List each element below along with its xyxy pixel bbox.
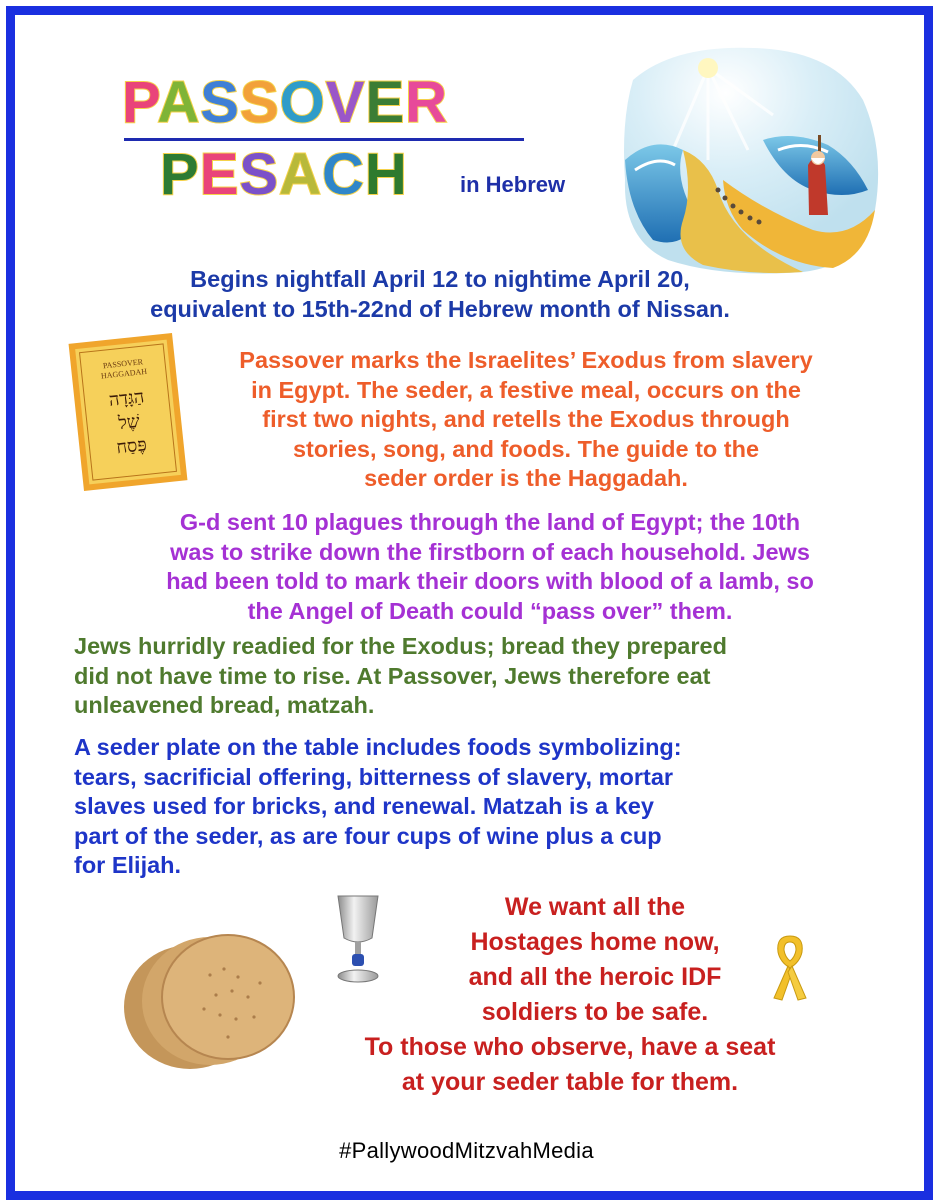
seat-line: at your seder table for them.: [401, 1068, 739, 1096]
dates-text: [90, 265, 790, 324]
matzah-line: Jews hurridly readied for the Exodus; bread they prepared: [74, 633, 727, 659]
plagues-line: had been told to mark their doors with blood of a lamb, so: [166, 568, 814, 594]
seder_plate-line: slaves used for bricks, and renewal. Matzah is a key: [74, 793, 654, 819]
title-letter: S: [239, 142, 280, 207]
exodus-line: Passover marks the Israelites’ Exodus from slavery: [239, 347, 813, 373]
seder_plate-line: tears, sacrificial offering, bitterness of slavery, mortar: [74, 763, 674, 790]
yellow-ribbon-icon: [768, 932, 812, 1004]
seder-plate-paragraph: [74, 733, 894, 881]
hostages-line: and all the heroic IDF: [468, 963, 722, 991]
title-passover: [122, 70, 449, 135]
title-letter: E: [365, 70, 406, 135]
title-letter: P: [122, 70, 158, 135]
matzah-line: unleavened bread, matzah.: [74, 692, 375, 718]
matzah-icon: [120, 925, 300, 1075]
title-letter: C: [321, 142, 365, 207]
exodus-line: stories, song, and foods. The guide to the: [292, 435, 760, 462]
exodus-paragraph: [176, 346, 876, 494]
svg-text:פֶּסַח: פֶּסַח: [115, 434, 148, 459]
svg-text:HAGGADAH: HAGGADAH: [100, 366, 148, 381]
title-letter: S: [200, 70, 240, 135]
seat-paragraph: [300, 1030, 840, 1100]
title-letter: A: [157, 70, 201, 135]
title-letter: S: [239, 70, 280, 135]
haggadah-cover-title: PASSOVER: [102, 357, 144, 371]
hostages-line: soldiers to be safe.: [481, 998, 709, 1026]
plagues-line: G-d sent 10 plagues through the land of Egypt; the 10th: [179, 509, 801, 535]
title-letter: A: [279, 142, 322, 207]
dates-line: Begins nightfall April 12 to nightime April 20,: [190, 266, 690, 292]
plagues-line: was to strike down the firstborn of each household. Jews: [170, 538, 810, 565]
seat-line: To those who observe, have a seat: [364, 1033, 776, 1061]
title-letter: R: [405, 70, 449, 135]
title-letter: O: [279, 70, 326, 135]
kiddush-cup-icon: [330, 892, 386, 988]
hostages-paragraph: [380, 890, 810, 1030]
hostages-line: Hostages home now,: [470, 928, 720, 956]
seder_plate-line: part of the seder, as are four cups of wine plus a cup: [74, 822, 662, 849]
seder_plate-line: A seder plate on the table includes foods symbolizing:: [74, 734, 682, 760]
dates-line: equivalent to 15th-22nd of Hebrew month of Nissan.: [150, 295, 730, 322]
haggadah-book-icon: [66, 332, 190, 492]
title-letter: E: [199, 142, 240, 207]
exodus-line: in Egypt. The seder, a festive meal, occurs on the: [251, 376, 801, 403]
hostages-line: We want all the: [504, 893, 686, 921]
exodus-line: seder order is the Haggadah.: [364, 465, 688, 491]
title-letter: V: [325, 70, 366, 135]
plagues-paragraph: [80, 508, 900, 626]
in-hebrew-label: in Hebrew: [460, 172, 566, 197]
svg-text:שֶׁל: שֶׁל: [117, 410, 141, 434]
sea-parting-illustration-icon: [613, 40, 885, 280]
hashtag-text: #PallywoodMitzvahMedia: [339, 1138, 594, 1163]
seder_plate-line: for Elijah.: [74, 852, 182, 878]
plagues-line: the Angel of Death could “pass over” them.: [247, 597, 733, 624]
title-letter: P: [160, 142, 200, 207]
title-letter: H: [364, 142, 408, 207]
exodus-line: first two nights, and retells the Exodus through: [262, 406, 790, 432]
title-underline: [124, 138, 524, 141]
matzah-paragraph: [74, 632, 894, 721]
title-pesach: [160, 142, 408, 207]
svg-text:הַגָּדָה: הַגָּדָה: [107, 386, 146, 411]
matzah-line: did not have time to rise. At Passover, Jews therefore eat: [74, 662, 711, 689]
